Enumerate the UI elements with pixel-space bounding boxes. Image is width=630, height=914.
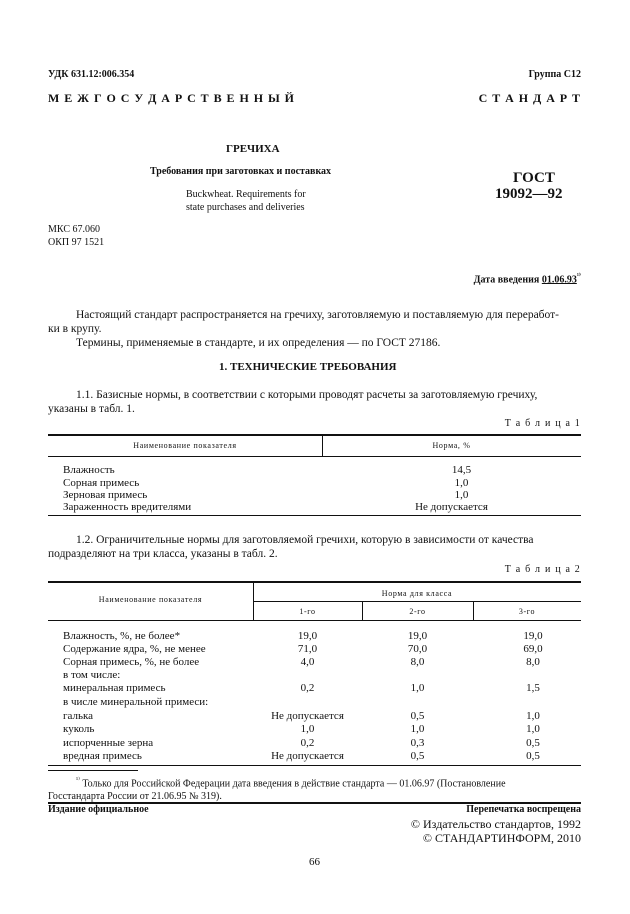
table1-row-value: 1,0 [454, 477, 469, 489]
table1-row-name: Влажность [63, 464, 115, 476]
table2-cell-class2: 70,0 [407, 643, 428, 655]
table2-row-name: в том числе: [63, 669, 121, 681]
table2-cell-class1: 71,0 [297, 643, 318, 655]
document-subtitle: Требования при заготовках и поставках [150, 166, 332, 177]
page-number: 66 [309, 856, 320, 868]
footnote-mark: ¹⁾ [576, 272, 581, 280]
paragraph-1-2-line2: подразделяют на три класса, указаны в табл. 2. [48, 548, 278, 560]
table2-header-name: Наименование показателя [98, 595, 203, 604]
table2-cell-class1: 1,0 [300, 723, 315, 735]
table2-cell-class1: 0,2 [300, 682, 315, 694]
table2-cell-class2: 8,0 [410, 656, 425, 668]
paragraph-1-1-line1: 1.1. Базисные нормы, в соответствии с которыми проводят расчеты за заготовляемую гречиху, [76, 389, 538, 401]
copyright-2: © СТАНДАРТИНФОРМ, 2010 [422, 831, 581, 845]
terms-paragraph: Термины, применяемые в стандарте, и их определения — по ГОСТ 27186. [76, 337, 441, 349]
standard-type-right: С Т А Н Д А Р Т [478, 91, 581, 105]
table2-row-name: испорченные зерна [63, 737, 154, 749]
table2-row-name: галька [63, 710, 94, 722]
gost-number: 19092—92 [495, 186, 563, 202]
table2-row-name: Влажность, %, не более* [63, 630, 181, 642]
table2-header-border [48, 620, 581, 621]
table2-cell-class1: Не допускается [271, 750, 344, 762]
gost-label: ГОСТ [513, 170, 555, 186]
table2-cell-class2: 1,0 [410, 723, 425, 735]
table1-row-value: Не допускается [415, 501, 488, 513]
intro-line2: ки в крупу. [48, 323, 102, 335]
table1-row-name: Зараженность вредителями [63, 501, 192, 513]
paragraph-1-2-line1: 1.2. Ограничительные нормы для заготовляемой гречихи, которую в зависимости от качества [76, 534, 534, 546]
table2-cell-class2: 0,3 [410, 737, 425, 749]
reprint-label: Перепечатка воспрещена [466, 804, 581, 815]
effective-date-label: Дата введения [473, 274, 540, 286]
section-heading: 1. ТЕХНИЧЕСКИЕ ТРЕБОВАНИЯ [219, 361, 397, 373]
table1-header-border [48, 456, 581, 457]
document-title: ГРЕЧИХА [226, 143, 280, 155]
table2-cell-class3: 0,5 [526, 737, 540, 749]
table2-cell-class2: 19,0 [407, 630, 428, 642]
table2-row-name: Сорная примесь, %, не более [63, 656, 200, 668]
table2-cell-class1: 4,0 [300, 656, 315, 668]
table1-row-name: Зерновая примесь [63, 489, 148, 501]
table2-row-name: куколь [63, 723, 95, 735]
table1-row-value: 14,5 [451, 464, 472, 476]
table2-row-name: вредная примесь [63, 750, 142, 762]
table2-cell-class1: 0,2 [300, 737, 315, 749]
table1-row-name: Сорная примесь [63, 477, 140, 489]
table2-header-class3: 3-го [518, 607, 536, 616]
table2-row-name: Содержание ядра, %, не менее [63, 643, 206, 655]
table2-caption: Т а б л и ц а 2 [504, 564, 581, 575]
table2-header-group: Норма для класса [381, 589, 453, 598]
intro-line1: Настоящий стандарт распространяется на гречиху, заготовляемую и поставляемую для переработ- [76, 309, 559, 321]
edition-label: Издание официальное [48, 804, 149, 815]
table1-header-norm: Норма, % [432, 441, 471, 450]
standard-type-left: М Е Ж Г О С У Д А Р С Т В Е Н Н Ы Й [48, 91, 295, 105]
table2-bottom-border [48, 765, 581, 766]
table2-top-border [48, 581, 581, 583]
table2-group-border [253, 601, 581, 602]
group-code: Группа С12 [528, 69, 581, 80]
table2-row-name: в числе минеральной примеси: [63, 696, 209, 708]
table2-row-name: минеральная примесь [63, 682, 166, 694]
table2-header-class1: 1-го [299, 607, 316, 616]
footnote-separator [48, 770, 138, 771]
table2-cell-class3: 69,0 [523, 643, 543, 655]
footnote-line2: Госстандарта России от 21.06.95 № 319). [48, 791, 222, 803]
table1-caption: Т а б л и ц а 1 [504, 418, 581, 429]
footnote-line1: Только для Российской Федерации дата введения в действие стандарта — 01.06.97 (Постановление [82, 778, 506, 790]
table1-top-border [48, 434, 581, 436]
effective-date [474, 271, 581, 285]
footnote [48, 774, 581, 803]
udk-code: УДК 631.12:006.354 [48, 69, 135, 80]
english-title-line2: state purchases and deliveries [186, 202, 305, 213]
paragraph-1-1-line2: указаны в табл. 1. [48, 403, 135, 415]
table2-cell-class3: 0,5 [526, 750, 540, 762]
table2-cell-class3: 19,0 [523, 630, 543, 642]
table2-header-class2: 2-го [409, 607, 426, 616]
table1-bottom-border [48, 515, 581, 516]
table2-cell-class1: Не допускается [271, 710, 344, 722]
paragraph-1-1 [48, 388, 581, 416]
copyright-1: © Издательство стандартов, 1992 [410, 817, 581, 831]
english-title-line1: Buckwheat. Requirements for [186, 189, 306, 200]
paragraph-1-2 [48, 533, 581, 561]
intro-paragraph [48, 308, 581, 336]
table2-cell-class3: 1,0 [526, 723, 540, 735]
table1-header-name: Наименование показателя [133, 441, 237, 450]
table2-cell-class3: 8,0 [526, 656, 540, 668]
table2-cell-class2: 0,5 [410, 710, 425, 722]
table2-cell-class2: 0,5 [410, 750, 425, 762]
table2-cell-class3: 1,5 [526, 682, 540, 694]
table1-row-value: 1,0 [454, 489, 469, 501]
effective-date-value: 01.06.93 [541, 274, 577, 286]
mks-code: МКС 67.060 [48, 224, 100, 235]
table2-cell-class3: 1,0 [526, 710, 540, 722]
table2-cell-class2: 1,0 [410, 682, 425, 694]
footnote-mark-bottom: ¹⁾ [76, 776, 80, 784]
okp-code: ОКП 97 1521 [48, 237, 105, 248]
table2-cell-class1: 19,0 [297, 630, 318, 642]
